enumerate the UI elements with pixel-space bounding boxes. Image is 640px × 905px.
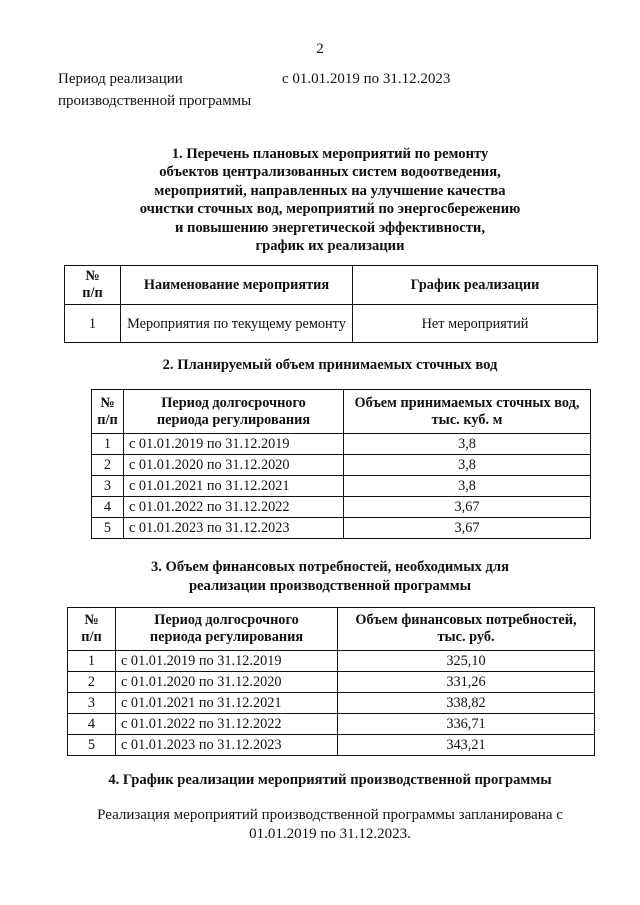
section1-title <box>60 145 600 255</box>
header-num-line: п/п <box>81 629 102 645</box>
cell-num: 4 <box>68 714 116 735</box>
header-num <box>65 266 121 305</box>
header-num <box>68 608 116 651</box>
table-header-row <box>68 608 595 651</box>
cell-finance: 336,71 <box>338 714 595 735</box>
header-period-line: периода регулирования <box>156 411 311 428</box>
section4-title: 4. График реализации мероприятий производственной программы <box>108 772 552 788</box>
table-row <box>92 434 591 455</box>
header-num-line: № <box>85 268 100 284</box>
section3-title-line: 3. Объем финансовых потребностей, необходимых для <box>150 559 510 575</box>
cell-period: с 01.01.2021 по 31.12.2021 <box>124 476 344 497</box>
section3-title-line: реализации производственной программы <box>188 577 472 594</box>
cell-finance: 331,26 <box>338 672 595 693</box>
table-row <box>92 476 591 497</box>
cell-volume: 3,8 <box>344 476 591 497</box>
period-value: с 01.01.2019 по 31.12.2023 <box>282 71 451 87</box>
header-num-line: п/п <box>82 285 103 301</box>
cell-period: с 01.01.2019 по 31.12.2019 <box>116 651 338 672</box>
cell-num: 3 <box>68 693 116 714</box>
section4-text <box>60 806 600 844</box>
table-row <box>68 651 595 672</box>
table-header-row <box>92 390 591 434</box>
cell-num: 3 <box>92 476 124 497</box>
cell-num: 2 <box>92 455 124 476</box>
cell-name: Мероприятия по текущему ремонту <box>121 305 353 343</box>
cell-period: с 01.01.2021 по 31.12.2021 <box>116 693 338 714</box>
header-finance-line: тыс. руб. <box>437 629 495 645</box>
cell-num: 1 <box>68 651 116 672</box>
cell-num: 2 <box>68 672 116 693</box>
table-row <box>92 455 591 476</box>
section1-title-line: очистки сточных вод, мероприятий по энергосбережению <box>139 201 521 218</box>
table-row <box>68 672 595 693</box>
period-label <box>58 68 251 112</box>
section1-title-line: 1. Перечень плановых мероприятий по ремонту <box>171 146 489 162</box>
cell-finance: 343,21 <box>338 735 595 756</box>
period-label-line: Период реализации <box>58 71 183 87</box>
cell-num: 5 <box>68 735 116 756</box>
cell-finance: 338,82 <box>338 693 595 714</box>
cell-num: 1 <box>65 305 121 343</box>
cell-finance: 325,10 <box>338 651 595 672</box>
table-row <box>68 735 595 756</box>
cell-num: 1 <box>92 434 124 455</box>
table-row <box>68 714 595 735</box>
header-finance-line: Объем финансовых потребностей, <box>355 612 577 628</box>
cell-period: с 01.01.2020 по 31.12.2020 <box>124 455 344 476</box>
cell-volume: 3,67 <box>344 518 591 539</box>
section1-title-line: мероприятий, направленных на улучшение качества <box>154 182 506 199</box>
table-row <box>92 518 591 539</box>
table-row <box>68 693 595 714</box>
header-num-line: п/п <box>97 411 118 428</box>
header-period-line: Период долгосрочного <box>154 612 299 628</box>
wastewater-volume-table <box>91 389 591 539</box>
cell-num: 4 <box>92 497 124 518</box>
header-period-line: Период долгосрочного <box>161 394 306 411</box>
section1-title-line: и повышению энергетической эффективности, <box>175 219 485 236</box>
cell-volume: 3,8 <box>344 434 591 455</box>
cell-period: с 01.01.2023 по 31.12.2023 <box>116 735 338 756</box>
header-period-line: периода регулирования <box>149 629 304 645</box>
header-volume-line: Объем принимаемых сточных вод, <box>354 394 580 411</box>
header-num <box>92 390 124 434</box>
cell-period: с 01.01.2022 по 31.12.2022 <box>116 714 338 735</box>
table-row <box>92 497 591 518</box>
header-name: Наименование мероприятия <box>121 266 353 305</box>
cell-num: 5 <box>92 518 124 539</box>
section1-title-line: объектов централизованных систем водоотведения, <box>159 164 501 181</box>
measures-table <box>64 265 598 343</box>
cell-period: с 01.01.2022 по 31.12.2022 <box>124 497 344 518</box>
header-finance <box>338 608 595 651</box>
section3-title <box>60 558 600 595</box>
header-num-line: № <box>100 394 115 411</box>
cell-period: с 01.01.2019 по 31.12.2019 <box>124 434 344 455</box>
header-period <box>124 390 344 434</box>
cell-period: с 01.01.2023 по 31.12.2023 <box>124 518 344 539</box>
table-header-row <box>65 266 598 305</box>
table-row <box>65 305 598 343</box>
cell-period: с 01.01.2020 по 31.12.2020 <box>116 672 338 693</box>
header-volume-line: тыс. куб. м <box>431 411 503 428</box>
period-label-line: производственной программы <box>58 93 252 109</box>
header-volume <box>344 390 591 434</box>
cell-volume: 3,67 <box>344 497 591 518</box>
section4-text-line: Реализация мероприятий производственной программы запланирована с <box>97 807 563 823</box>
section4-text-line: 01.01.2019 по 31.12.2023. <box>249 826 411 842</box>
cell-schedule: Нет мероприятий <box>353 305 598 343</box>
header-schedule: График реализации <box>353 266 598 305</box>
section1-title-line: график их реализации <box>255 238 405 255</box>
page-number: 2 <box>316 41 324 57</box>
cell-volume: 3,8 <box>344 455 591 476</box>
header-num-line: № <box>84 612 99 628</box>
section2-title: 2. Планируемый объем принимаемых сточных вод <box>162 357 498 373</box>
financial-needs-table <box>67 607 595 756</box>
header-period <box>116 608 338 651</box>
